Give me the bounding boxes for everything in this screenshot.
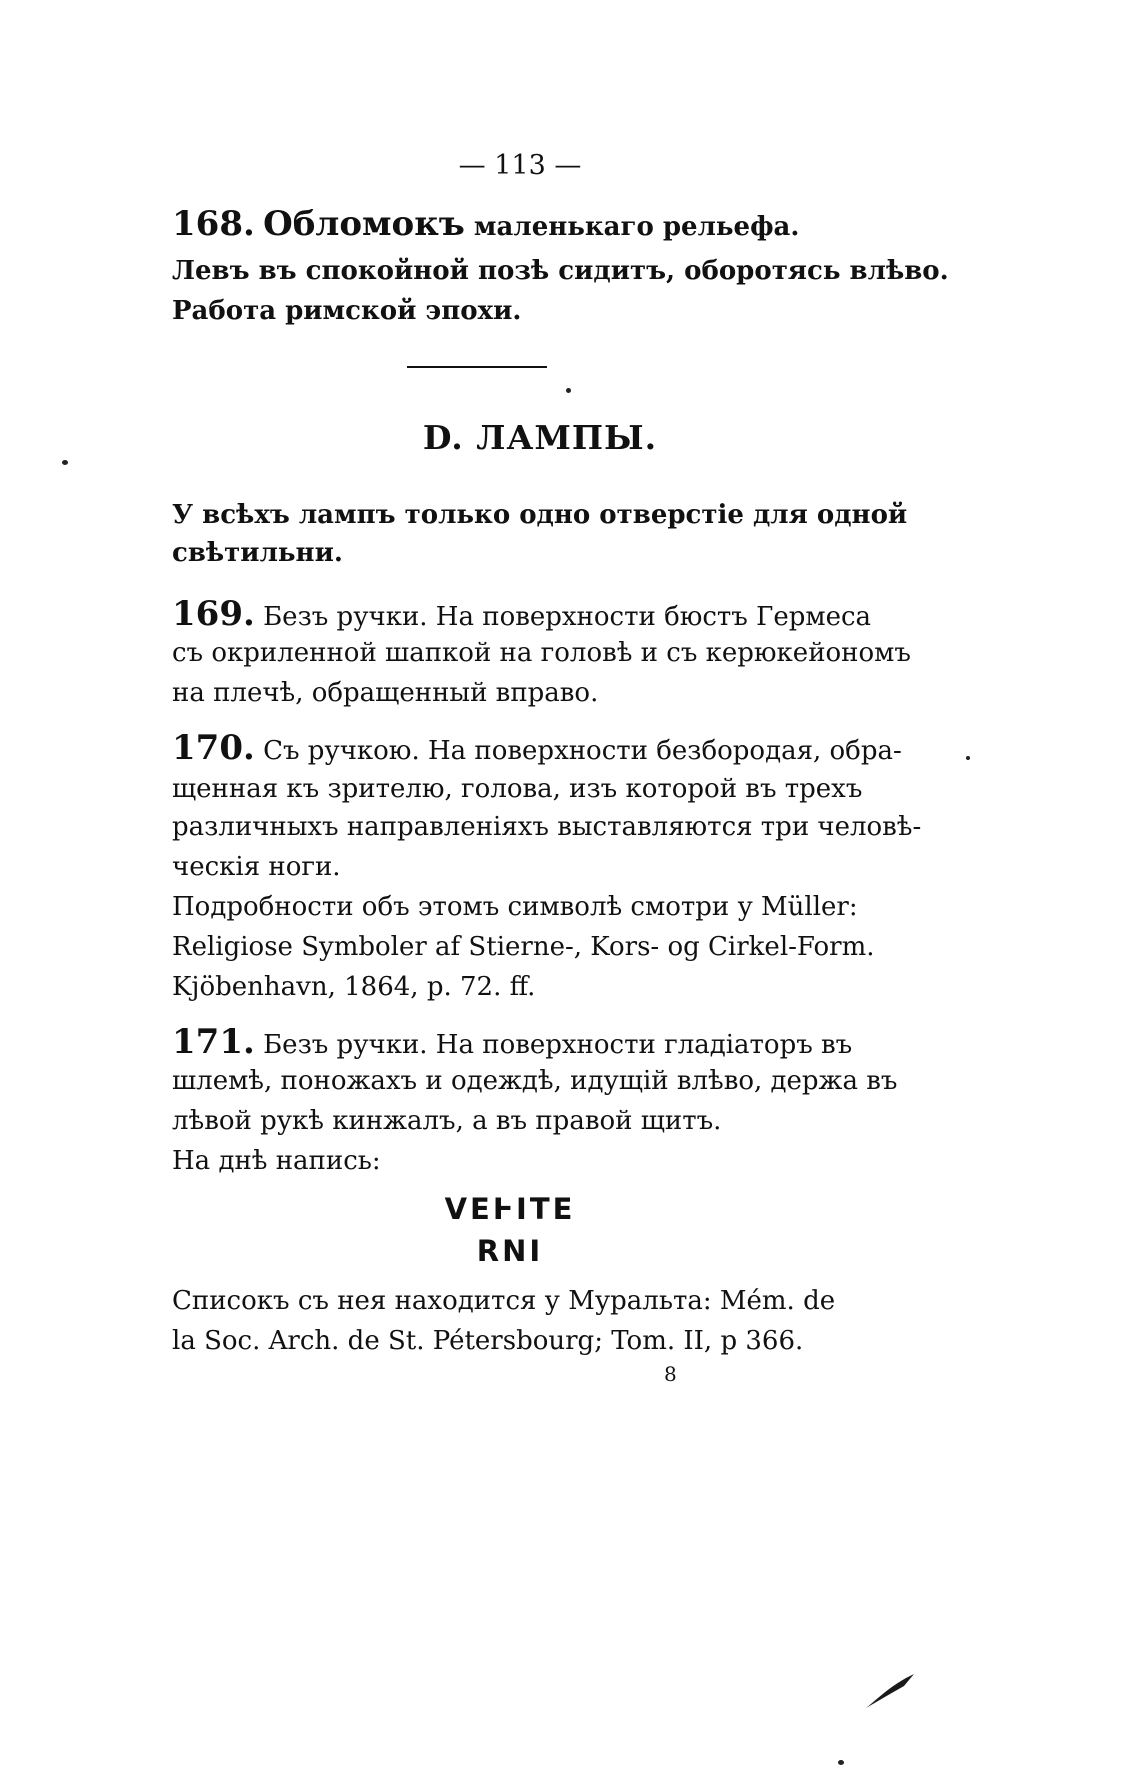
entry-171-line-3: лѣвой рукѣ кинжалъ, а въ правой щитъ. [172, 1106, 722, 1136]
ink-speck [62, 460, 68, 465]
inscription-line-1: VEͰITE [444, 1192, 576, 1226]
entry-168-subtitle: маленькаго рельефа. [464, 212, 800, 242]
ink-smudge-mark [860, 1664, 920, 1714]
intro-line-1: У всѣхъ лампъ только одно отверстіе для одной [172, 500, 908, 530]
entry-170-line-7: Kjöbenhavn, 1864, p. 72. ff. [172, 972, 536, 1002]
entry-170-line-2: щенная къ зрителю, голова, изъ которой въ трехъ [172, 774, 863, 804]
intro-line-2: свѣтильни. [172, 538, 343, 568]
entry-170-line-3: различныхъ направленіяхъ выставляются три человѣ- [172, 812, 922, 842]
entry-169-line-3: на плечѣ, обращенный вправо. [172, 678, 599, 708]
entry-171-line-5: Списокъ съ нея находится у Муральта: Mém. de [172, 1286, 836, 1316]
entry-169-text: Безъ ручки. На поверхности бюстъ Гермеса [254, 602, 872, 632]
entry-170-line-5: Подробности объ этомъ символѣ смотри у Müller: [172, 892, 858, 922]
entry-171-line-4: На днѣ напись: [172, 1146, 381, 1176]
inscription-line-2: RNI [476, 1234, 544, 1268]
ink-speck [966, 756, 970, 760]
entry-169-number: 169. [172, 594, 255, 634]
ink-speck [566, 388, 571, 393]
entry-170-number: 170. [172, 728, 255, 768]
signature-mark: 8 [664, 1362, 677, 1386]
entry-171-line-6: la Soc. Arch. de St. Pétersbourg; Tom. II, p 366. [172, 1326, 804, 1356]
entry-171-line-2: шлемѣ, поножахъ и одеждѣ, идущій влѣво, держа въ [172, 1066, 898, 1096]
section-divider [407, 366, 547, 368]
entry-169-line-2: съ окриленной шапкой на головѣ и съ керюкейономъ [172, 638, 911, 668]
page-number: — 113 — [458, 150, 582, 181]
entry-168-number: 168. [172, 204, 255, 244]
entry-168-line-3: Работа римской эпохи. [172, 296, 522, 326]
entry-168-title: Обломокъ [263, 204, 465, 244]
entry-170-line-1 [172, 728, 902, 768]
entry-171-text: Безъ ручки. На поверхности гладіаторъ въ [254, 1030, 853, 1060]
entry-168-line-1 [172, 204, 799, 244]
entry-169-line-1 [172, 594, 871, 634]
entry-170-line-4: ческія ноги. [172, 852, 341, 882]
section-heading: D. ЛАМПЫ. [422, 418, 658, 457]
entry-168-line-2: Левъ въ спокойной позѣ сидитъ, оборотясь влѣво. [172, 256, 949, 286]
entry-170-line-6: Religiose Symboler af Stierne-, Kors- og Cirkel-Form. [172, 932, 875, 962]
entry-171-number: 171. [172, 1022, 255, 1062]
ink-speck [838, 1760, 844, 1765]
entry-170-text: Съ ручкою. На поверхности безбородая, обра- [254, 736, 902, 766]
entry-171-line-1 [172, 1022, 852, 1062]
